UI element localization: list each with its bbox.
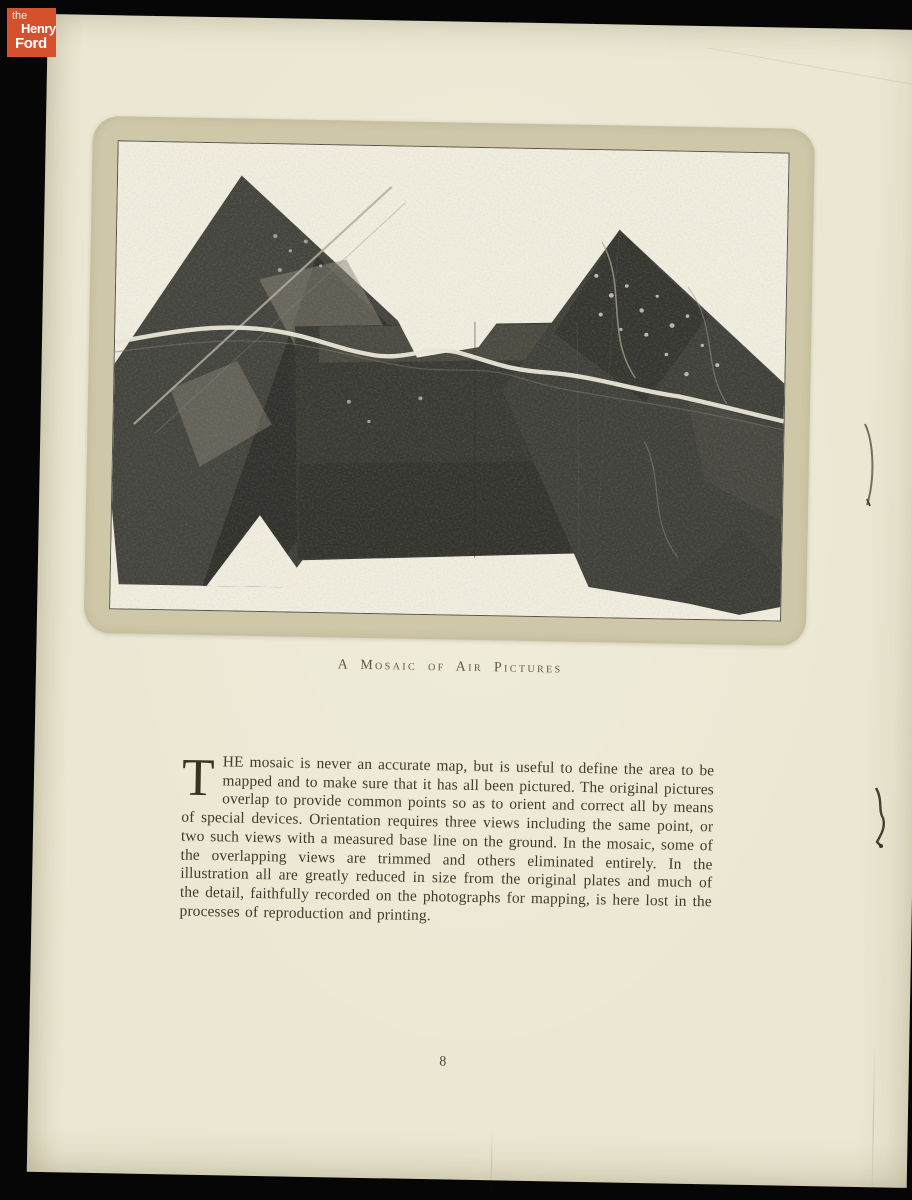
- staple-mark: [862, 421, 878, 509]
- crease-mark: [490, 1130, 492, 1194]
- logo-word-the: the: [12, 10, 28, 22]
- aerial-mosaic-illustration: [110, 141, 788, 620]
- staple-mark: [870, 786, 890, 852]
- figure-frame: [84, 116, 815, 646]
- logo-word-henry: Henry: [21, 21, 56, 36]
- figure-caption: A Mosaic of Air Pictures: [337, 657, 563, 677]
- crease-mark: [709, 48, 912, 86]
- body-paragraph: [179, 748, 715, 931]
- drop-cap: T: [181, 748, 216, 808]
- henry-ford-logo: [7, 8, 56, 57]
- page-number: 8: [439, 1054, 447, 1070]
- logo-word-ford: Ford: [15, 35, 47, 52]
- page-sheet: [27, 14, 912, 1188]
- aerial-mosaic-photo: [109, 140, 789, 621]
- crease-mark: [871, 1044, 875, 1199]
- paragraph-text: HE mosaic is never an accurate map, but is useful to define the area to be mapped and to make sure that it has all been pictured. The original pictures overlap to provide common points so as to orient and correct all by means of special devices. Orientation requires three views including the same point, or two such views with a measured base line on the ground. In the mosaic, some of the overlapping views are trimmed and others eliminated entirely. In the illustration all are greatly reduced in size from the original plates and much of the detail, faithfully recorded on the photographs for mapping, is here lost in the processes of reproduction and printing.: [179, 753, 715, 924]
